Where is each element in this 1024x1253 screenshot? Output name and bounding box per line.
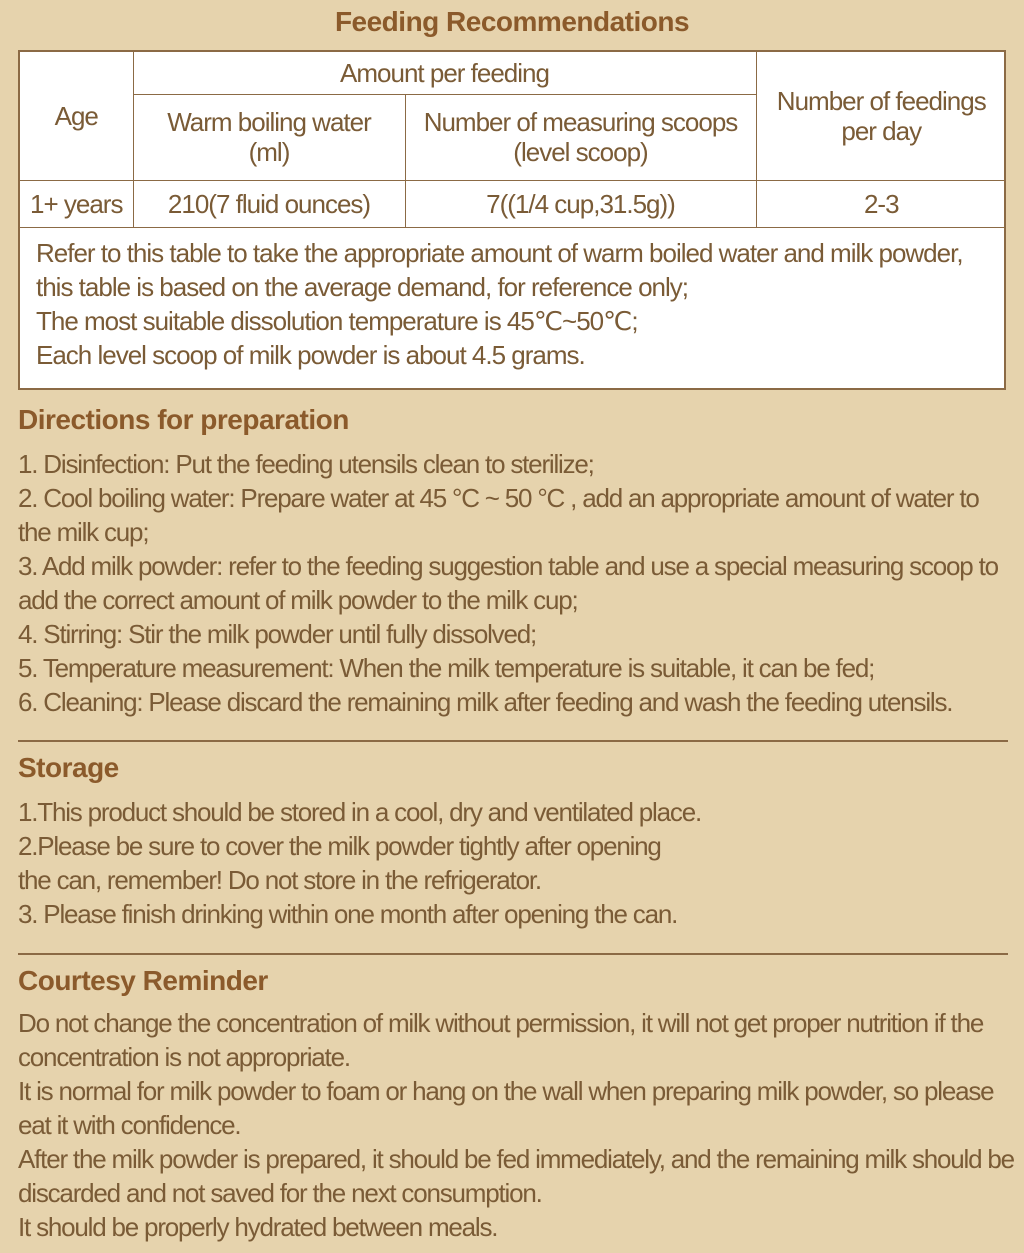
table-note: this table is based on the average demand, for reference only; [36, 271, 688, 302]
list-item: 1. Disinfection: Put the feeding utensils clean to sterilize; [18, 449, 594, 479]
page-title: Feeding Recommendations [334, 6, 690, 37]
feedings-header-line2: per day [841, 115, 922, 146]
age-header: Age [20, 52, 133, 180]
table-row [20, 180, 1006, 227]
list-item: It is normal for milk powder to foam or hang on the wall when preparing milk powder, so please eat it with confidence. [18, 1076, 994, 1140]
directions-list [18, 447, 1014, 719]
list-item: 6. Cleaning: Please discard the remaining milk after feeding and wash the feeding utensils. [18, 687, 953, 717]
storage-list [18, 795, 1014, 931]
list-item: 5. Temperature measurement: When the milk temperature is suitable, it can be fed; [18, 653, 875, 683]
feedings-cell: 2-3 [756, 180, 1006, 227]
scoops-header-line2: (level scoop) [513, 137, 648, 167]
section-divider [18, 740, 1008, 742]
list-item: After the milk powder is prepared, it should be fed immediately, and the remaining milk should be discarded and not saved for the next consumption. [18, 1144, 1014, 1208]
scoops-cell: 7((1/4 cup,31.5g)) [405, 180, 756, 227]
table-notes [20, 228, 1004, 372]
list-item: 1.This product should be stored in a cool, dry and ventilated place. [18, 797, 701, 827]
directions-heading: Directions for preparation [18, 404, 349, 435]
feedings-header [756, 52, 1006, 180]
feeding-table-box [18, 50, 1006, 390]
table-note: The most suitable dissolution temperature is 45℃~50℃; [36, 305, 638, 336]
water-cell: 210(7 fluid ounces) [133, 180, 405, 227]
list-item: 3. Please finish drinking within one month after opening the can. [18, 899, 678, 929]
list-item: the can, remember! Do not store in the refrigerator. [18, 865, 541, 895]
water-header-line1: Warm boiling water [167, 107, 371, 137]
list-item: 2. Cool boiling water: Prepare water at 45 °C ~ 50 °C , add an appropriate amount of water to the milk cup; [18, 483, 979, 547]
table-note: Each level scoop of milk powder is about 4.5 grams. [36, 339, 585, 370]
scoops-header [405, 94, 756, 180]
water-header-line2: (ml) [248, 137, 290, 167]
reminder-list [18, 1006, 1014, 1244]
list-item: 2.Please be sure to cover the milk powder tightly after opening [18, 831, 661, 861]
storage-heading: Storage [18, 752, 119, 783]
list-item: It should be properly hydrated between meals. [18, 1212, 498, 1242]
amount-header: Amount per feeding [133, 52, 756, 94]
feedings-header-line1: Number of feedings [776, 85, 986, 116]
table-note: Refer to this table to take the appropriate amount of warm boiled water and milk powder, [36, 237, 963, 268]
list-item: 3. Add milk powder: refer to the feeding suggestion table and use a special measuring scoop to add the correct amount of milk powder to the milk cup; [18, 551, 998, 615]
section-divider [18, 953, 1008, 955]
feeding-table [20, 52, 1006, 228]
list-item: 4. Stirring: Stir the milk powder until fully dissolved; [18, 619, 537, 649]
scoops-header-line1: Number of measuring scoops [423, 107, 738, 137]
list-item: Do not change the concentration of milk without permission, it will not get proper nutrition if the concentration is not appropriate. [18, 1008, 984, 1072]
water-header [133, 94, 405, 180]
age-cell: 1+ years [20, 180, 133, 227]
reminder-heading: Courtesy Reminder [18, 965, 268, 996]
